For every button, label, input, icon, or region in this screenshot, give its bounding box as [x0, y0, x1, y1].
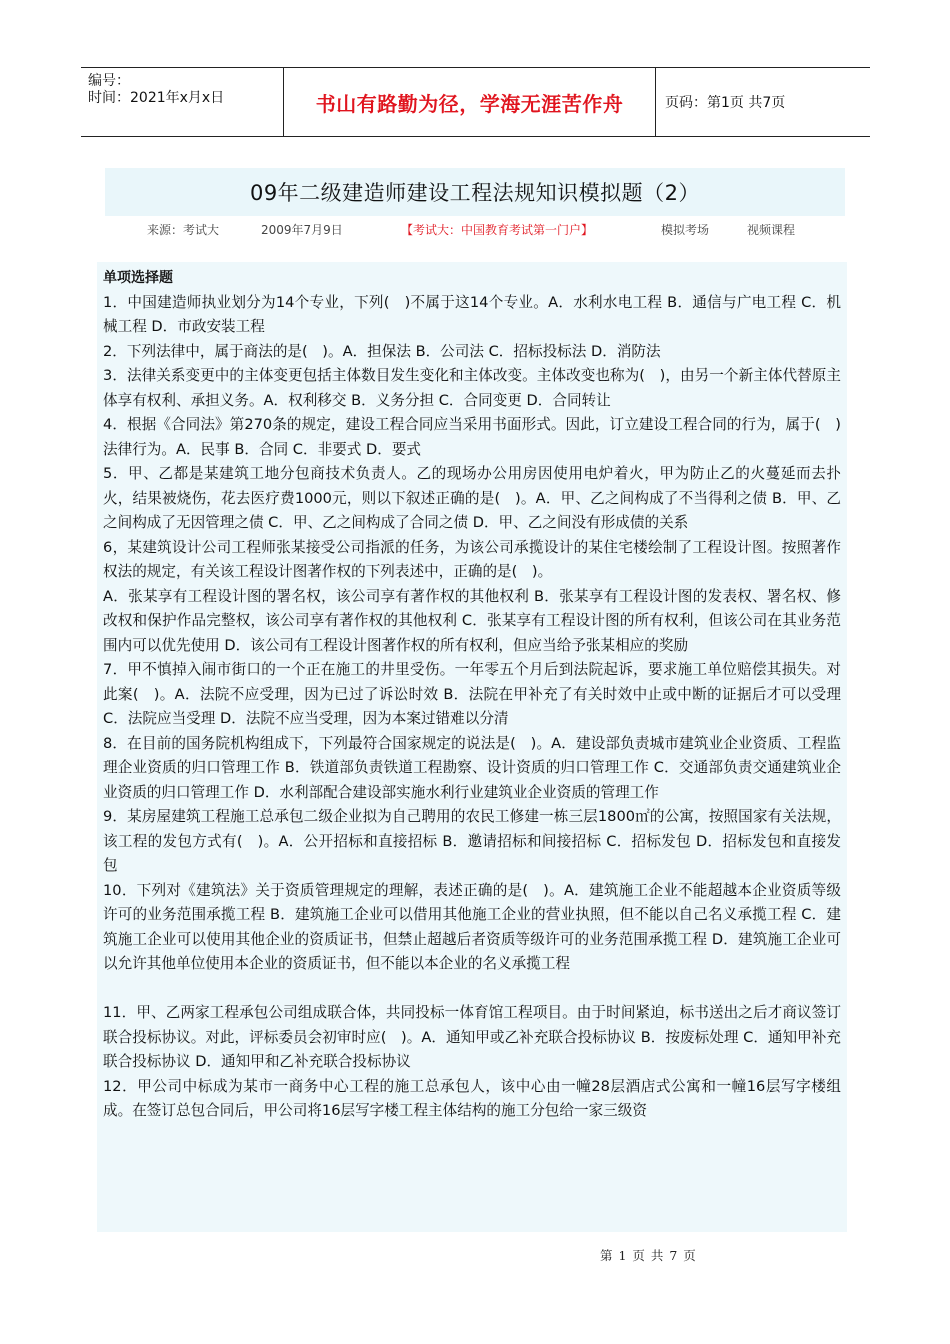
slogan: 书山有路勤为径，学海无涯苦作舟 — [283, 68, 656, 136]
question-2: 2．下列法律中，属于商法的是( )。A．担保法 B．公司法 C．招标投标法 D．消防法 — [103, 342, 661, 360]
time-label: 时间：2021年x月x日 — [88, 90, 225, 106]
question-9: 9．某房屋建筑工程施工总承包二级企业拟为自己聘用的农民工修建一栋三层1800㎡的公寓，按照国家有关法规，该工程的发包方式有( )。A．公开招标和直接招标 B．邀请招标和间接招标 C．招标发包 D．招标发包和直接发包 — [103, 808, 841, 874]
nav-link-video-course[interactable]: 视频课程 — [747, 223, 796, 237]
question-1: 1．中国建造师执业划分为14个专业，下列( )不属于这14个专业。A．水利水电工程 B．通信与广电工程 C．机械工程 D．市政安装工程 — [103, 293, 841, 335]
serial-label: 编号： — [88, 73, 130, 89]
header-table — [81, 67, 870, 137]
question-6: 6，某建筑设计公司工程师张某接受公司指派的任务，为该公司承揽设计的某住宅楼绘制了工程设计图。按照著作权法的规定，有关该工程设计图著作权的下列表述中，正确的是( )。 — [103, 538, 841, 580]
question-3: 3．法律关系变更中的主体变更包括主体数目发生变化和主体改变。主体改变也称为( )，由另一个新主体代替原主体享有权利、承担义务。A．权利移交 B．义务分担 C．合同变更 D．合同转让 — [103, 367, 841, 409]
article-meta — [105, 218, 845, 240]
page-footer: 第 1 页 共 7 页 — [600, 1248, 697, 1263]
question-content — [97, 262, 847, 1232]
portal-link[interactable]: 【考试大：中国教育考试第一门户】 — [401, 223, 594, 237]
question-11: 11．甲、乙两家工程承包公司组成联合体，共同投标一体育馆工程项目。由于时间紧迫，标书送出之后才商议签订联合投标协议。对此，评标委员会初审时应( )。A．通知甲或乙补充联合投标协议 B．按废标处理 C．通知甲补充联合投标协议 D．通知甲和乙补充联合投标协议 — [103, 1004, 841, 1070]
page-label: 页码：第1页 共7页 — [665, 95, 786, 111]
question-6-options: A．张某享有工程设计图的署名权，该公司享有著作权的其他权利 B．张某享有工程设计图的发表权、署名权、修改权和保护作品完整权，该公司享有著作权的其他权利 C．张某享有工程设计图的所有权利，但该公司在其业务范围内可以优先使用 D．该公司有工程设计图著作权的所有权利，但应当给予张某相应的奖励 — [103, 587, 841, 654]
question-5: 5．甲、乙都是某建筑工地分包商技术负责人。乙的现场办公用房因使用电炉着火，甲为防止乙的火蔓延而去扑火，结果被烧伤，花去医疗费1000元，则以下叙述正确的是( )。A．甲、乙之间构成了不当得利之债 B．甲、乙之间构成了无因管理之债 C．甲、乙之间构成了合同之债 D．甲、乙之间没有形成债的关系 — [103, 465, 841, 531]
question-7: 7．甲不慎掉入闹市街口的一个正在施工的井里受伤。一年零五个月后到法院起诉，要求施工单位赔偿其损失。对此案( )。A．法院不应受理，因为已过了诉讼时效 B．法院在甲补充了有关时效中止或中断的证据后才可以受理 C．法院应当受理 D．法院不应当受理，因为本案过错难以分清 — [103, 661, 841, 727]
header-left-cell — [81, 68, 283, 136]
section-title: 单项选择题 — [103, 270, 173, 286]
question-10: 10．下列对《建筑法》关于资质管理规定的理解，表述正确的是( )。A．建筑施工企业不能超越本企业资质等级许可的业务范围承揽工程 B．建筑施工企业可以借用其他施工企业的营业执照，但不能以自己名义承揽工程 C．建筑施工企业可以使用其他企业的资质证书，但禁止超越后者资质等级许可的业务范围承揽工程 D．建筑施工企业可以允许其他单位使用本企业的资质证书，但不能以本企业的名义承揽工程 — [103, 881, 841, 972]
article-source: 来源：考试大 — [147, 223, 220, 237]
nav-link-mock-exam[interactable]: 模拟考场 — [661, 223, 710, 237]
article-date: 2009年7月9日 — [261, 223, 343, 237]
question-8: 8．在目前的国务院机构组成下，下列最符合国家规定的说法是( )。A．建设部负责城市建筑业企业资质、工程监理企业资质的归口管理工作 B．铁道部负责铁道工程勘察、设计资质的归口管理工作 C．交通部负责交通建筑业企业资质的归口管理工作 D．水利部配合建设部实施水利行业建筑业企业资质的管理工作 — [103, 734, 841, 801]
question-12: 12．甲公司中标成为某市一商务中心工程的施工总承包人，该中心由一幢28层酒店式公寓和一幢16层写字楼组成。在签订总包合同后，甲公司将16层写字楼工程主体结构的施工分包给一家三级资 — [103, 1077, 841, 1119]
article-title: 09年二级建造师建设工程法规知识模拟题（2） — [105, 168, 845, 216]
question-4: 4．根据《合同法》第270条的规定，建设工程合同应当采用书面形式。因此，订立建设工程合同的行为，属于( )法律行为。A．民事 B．合同 C．非要式 D．要式 — [103, 416, 841, 458]
paragraph-gap — [103, 977, 841, 1002]
